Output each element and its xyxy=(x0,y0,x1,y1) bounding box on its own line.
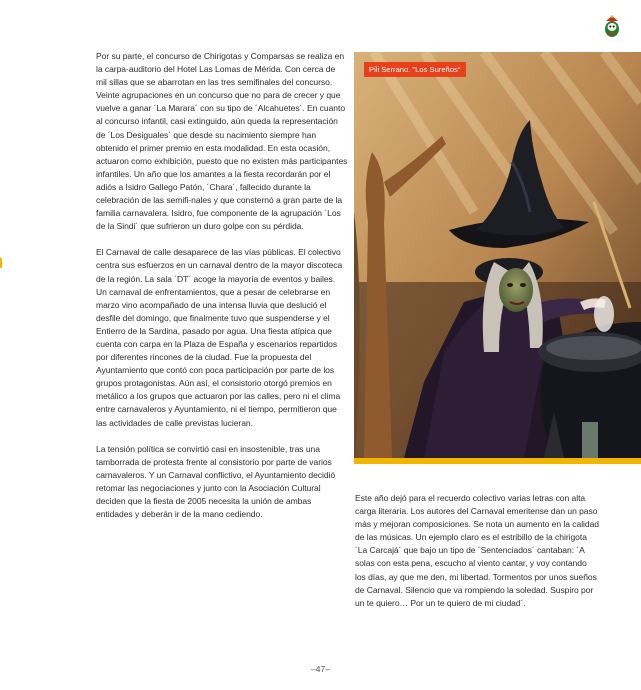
paragraph-tension-politica: La tensión política se convirtió casi en insostenible, tras una tamborrada de protesta frente al consistorio por parte de varios carnavaleros. Y un Carnaval conflictivo, el Ayuntamiento decidió retomar las negociaciones y junto con la Asociación Cultural deciden que la fiesta de 2005 necesita la unión de ambas entidades y deberán ir de la mano cediendo. xyxy=(96,443,336,520)
paragraph-chirigotas: Por su parte, el concurso de Chirigotas y Comparsas se realiza en la carpa-auditorio del Hotel Las Lomas de Mérida. Con cerca de mil sillas que se abarrotan en las tres semifinales del concurso. Veinte agrupaciones en un concurso que no para de crecer y que vuelve a ganar ´La Marara´ con su tipo de ´Alcahuetes´. En cuanto al concurso infantil, casi extinguido, aún queda la representación de ´Los Desiguales´ que desde su nacimiento siempre han obtenido el primer premio en esta modalidad. En esta ocasión, actuaron como exhibición, puesto que no existen más participantes infantiles. Un año que los amantes a la fiesta recordarán por el adiós a Isidro Gallego Patón, ´Chara´, fallecido durante la celebración de las semifi-nales y que consternó a gran parte de la familia carnavalera. Isidro, fue componente de la agrupación ´Los de la Sindi´ que sufrieron un duro golpe con su pérdida. xyxy=(96,51,348,232)
right-text-column xyxy=(355,492,599,610)
paragraph-letras: Este año dejó para el recuerdo colectivo varias letras con alta carga literaria. Los autores del Carnaval emeritense dan un paso más y mejoran composiciones. Se nota un aumento en la calidad de las músicas. Un ejemplo claro es el estribillo de la chirigota ´La Carcajá´ que bajo un tipo de ´Sentenciados´ cantaban: ´A solas con esta pena, escucho al viento cantar, y voy contando los días, ay que me den, mi libertad. Tormentos por unos sueños de Carnaval. Silencio que va rompiendo la soledad. Suspiro por un te quiero… Por un te quiero de mi ciudad´. xyxy=(355,493,600,608)
photo-illustration xyxy=(354,52,641,458)
photo-accent-bar xyxy=(354,458,641,464)
photo-caption: Pili Serrano. "Los Sureños" xyxy=(364,62,466,77)
witch-costume-photo xyxy=(354,52,641,458)
margin-marker xyxy=(0,258,2,268)
left-text-column xyxy=(96,50,348,534)
paragraph-carnaval-de-calle: El Carnaval de calle desaparece de las vías públicas. El colectivo centra sus esfuerzos en un carnaval dentro de la mayor discoteca de la región. La sala ´DT´ acoge la mayoría de eventos y bailes. Un carnaval de enfrentamientos, que a pesar de celebrarse en marzo vino acompañado de una intensa lluvia que deslució el desfile del domingo, que finalmente tuvo que suspenderse y el Entierro de la Sardina, pasado por agua. Una fiesta atípica que cuenta con carpa en la Plaza de España y escenarios repartidos por diferentes rincones de la ciudad. Fue la propuesta del Ayuntamiento que contó con poca participación por parte de los grupos protagonistas. Aún así, el consistorio otorgó premios en metálico a los grupos que actuaron por las calles, pero ni el clima entre carnavaleros y Ayuntamiento, ni el tiempo, permitieron que las actividades de calle previstas lucieran. xyxy=(96,247,343,428)
carnival-mascot-logo xyxy=(602,15,622,39)
page-number: –47– xyxy=(311,664,330,674)
